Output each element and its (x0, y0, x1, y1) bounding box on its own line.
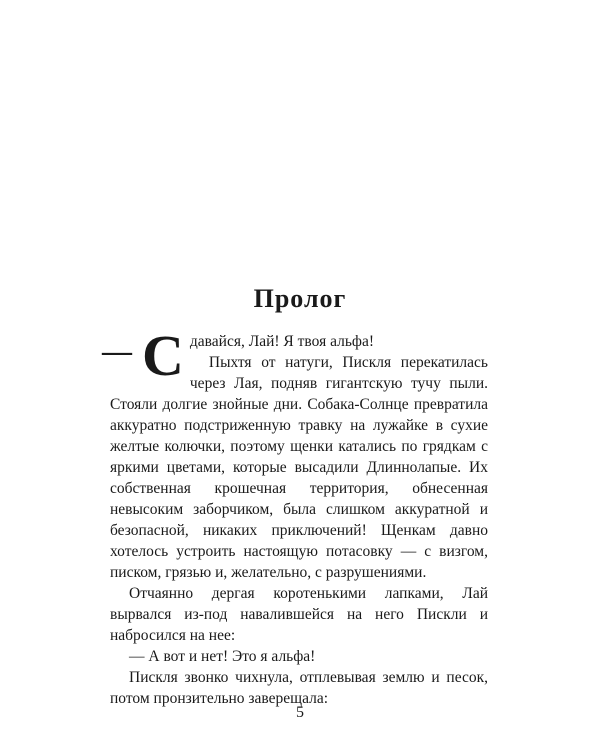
paragraph: Отчаянно дергая коротенькими лапками, Лай вырвался из-под навалившейся на него Пискли и набросился на нее: (110, 585, 488, 644)
opening-line: давайся, Лай! Я твоя альфа! (189, 333, 374, 350)
body-text (102, 323, 488, 709)
chapter-title: Пролог (253, 284, 347, 313)
paragraph: — А вот и нет! Это я альфа! (129, 648, 316, 665)
opening-paragraph (102, 323, 488, 388)
page-number: 5 (296, 704, 304, 721)
drop-cap: С (142, 323, 184, 388)
paragraph: Пыхтя от натуги, Пискля перекатилась через Лая, подняв гигантскую тучу пыли. Стояли долгие знойные дни. Собака-Солнце превратила аккуратно подстриженную травку на лужайке в сухие желтые колючки, поэтому щенки катались по грядкам с яркими цветами, которые высадили Длиннолапые. Их собственная крошечная территория, обнесенная невысоким заборчиком, была слишком аккуратной и безопасной, никаких приключений! Щенкам давно хотелось устроить настоящую потасовку — с визгом, писком, грязью и, желательно, с разрушениями. (110, 354, 488, 581)
opening-dash: — (102, 335, 132, 368)
paragraph: Пискля звонко чихнула, отплевывая землю и песок, потом пронзительно заверещала: (110, 669, 488, 707)
